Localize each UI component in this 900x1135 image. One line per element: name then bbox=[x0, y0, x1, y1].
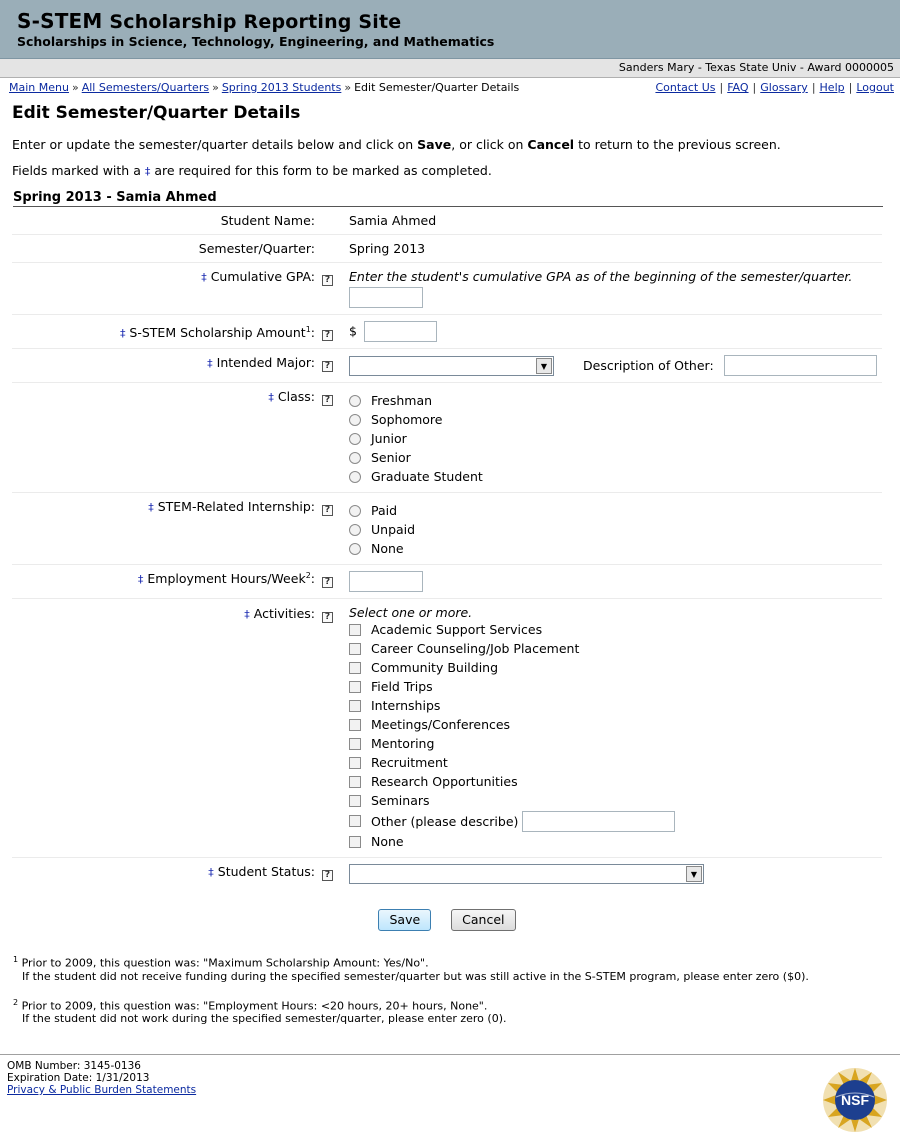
checkbox[interactable] bbox=[349, 757, 361, 769]
contact-us-link[interactable]: Contact Us bbox=[655, 81, 716, 94]
option-label: Sophomore bbox=[371, 412, 443, 427]
checkbox[interactable] bbox=[349, 738, 361, 750]
main-content bbox=[0, 103, 900, 1025]
breadcrumb-all-semesters[interactable]: All Semesters/Quarters bbox=[81, 81, 210, 94]
footnote-text: If the student did not work during the specified semester/quarter, please enter zero (0). bbox=[22, 1012, 507, 1026]
option-label: None bbox=[371, 541, 404, 556]
option-label: Paid bbox=[371, 503, 398, 518]
checkbox[interactable] bbox=[349, 795, 361, 807]
class-option[interactable] bbox=[349, 429, 882, 448]
activity-option[interactable] bbox=[349, 810, 882, 832]
required-note-text: Fields marked with a bbox=[12, 163, 145, 178]
footnote-number: 1 bbox=[13, 955, 19, 964]
required-note bbox=[12, 163, 888, 179]
currency-symbol: $ bbox=[349, 323, 357, 339]
amount-label bbox=[12, 315, 315, 348]
save-button[interactable]: Save bbox=[378, 909, 431, 931]
student-status-select[interactable] bbox=[349, 864, 704, 884]
amount-row bbox=[12, 315, 882, 349]
activity-option[interactable] bbox=[349, 772, 882, 791]
checkbox[interactable] bbox=[349, 662, 361, 674]
option-label: Seminars bbox=[371, 793, 430, 808]
option-label: Internships bbox=[371, 698, 441, 713]
major-row bbox=[12, 349, 882, 383]
top-links bbox=[655, 81, 894, 98]
intro-text: , or click on bbox=[451, 137, 528, 152]
option-label: Community Building bbox=[371, 660, 499, 675]
option-label: Junior bbox=[371, 431, 407, 446]
footnote-text: Prior to 2009, this question was: "Maximum Scholarship Amount: Yes/No". bbox=[21, 956, 429, 970]
cancel-button[interactable]: Cancel bbox=[451, 909, 515, 931]
logout-link[interactable]: Logout bbox=[856, 81, 894, 94]
site-title-rest: Scholarship Reporting Site bbox=[102, 11, 402, 33]
form-buttons bbox=[12, 890, 882, 931]
internship-row bbox=[12, 493, 882, 565]
major-label bbox=[12, 349, 315, 382]
option-label: None bbox=[371, 834, 404, 849]
scholarship-amount-input[interactable] bbox=[364, 321, 437, 342]
major-label-text: Intended Major: bbox=[216, 355, 315, 370]
option-label: Field Trips bbox=[371, 679, 433, 694]
footnote-text: If the student did not receive funding during the specified semester/quarter but was still active in the S-STEM program, please enter zero ($0). bbox=[22, 969, 809, 983]
help-link[interactable]: Help bbox=[819, 81, 845, 94]
employment-label bbox=[12, 565, 315, 598]
activity-option[interactable] bbox=[349, 753, 882, 772]
gpa-input[interactable] bbox=[349, 287, 423, 308]
radio-button[interactable] bbox=[349, 414, 361, 426]
radio-button[interactable] bbox=[349, 524, 361, 536]
checkbox[interactable] bbox=[349, 624, 361, 636]
footnote-1 bbox=[13, 953, 888, 983]
radio-button[interactable] bbox=[349, 433, 361, 445]
class-label bbox=[12, 383, 315, 492]
expiration-date: Expiration Date: 1/31/2013 bbox=[7, 1072, 150, 1084]
student-name-value: Samia Ahmed bbox=[349, 213, 437, 228]
intro-text: Enter or update the semester/quarter details below and click on bbox=[12, 137, 418, 152]
checkbox[interactable] bbox=[349, 700, 361, 712]
omb-number: OMB Number: 3145-0136 bbox=[7, 1060, 141, 1072]
required-marker: ‡ bbox=[268, 391, 274, 404]
student-status-label-text: Student Status: bbox=[217, 864, 315, 879]
link-divider: | bbox=[719, 81, 724, 94]
required-marker: ‡ bbox=[208, 866, 214, 879]
option-label: Research Opportunities bbox=[371, 774, 518, 789]
radio-button[interactable] bbox=[349, 543, 361, 555]
page-footer bbox=[0, 1054, 900, 1135]
link-divider: | bbox=[752, 81, 757, 94]
required-marker: ‡ bbox=[244, 608, 250, 621]
activity-option[interactable] bbox=[349, 658, 882, 677]
student-status-row bbox=[12, 858, 882, 890]
site-title-prefix: S-STEM bbox=[17, 9, 103, 33]
footnote-2 bbox=[13, 996, 888, 1026]
user-info-text: Sanders Mary - Texas State Univ - Award 0000005 bbox=[618, 61, 894, 74]
checkbox[interactable] bbox=[349, 681, 361, 693]
internship-label-text: STEM-Related Internship: bbox=[157, 499, 315, 514]
link-divider: | bbox=[848, 81, 853, 94]
checkbox[interactable] bbox=[349, 836, 361, 848]
intro-cancel-word: Cancel bbox=[527, 137, 575, 152]
radio-button[interactable] bbox=[349, 452, 361, 464]
help-icon[interactable]: ? bbox=[322, 505, 333, 516]
label-colon: : bbox=[310, 325, 315, 341]
option-label: Senior bbox=[371, 450, 411, 465]
radio-button[interactable] bbox=[349, 471, 361, 483]
intended-major-select[interactable] bbox=[349, 356, 554, 376]
required-marker: ‡ bbox=[119, 327, 126, 341]
help-icon[interactable]: ? bbox=[322, 275, 333, 286]
footnote-ref: 2 bbox=[305, 571, 311, 580]
activity-option[interactable] bbox=[349, 620, 882, 639]
help-icon[interactable]: ? bbox=[322, 395, 333, 406]
required-marker: ‡ bbox=[148, 501, 154, 514]
breadcrumb-separator: » bbox=[344, 81, 352, 94]
internship-label bbox=[12, 493, 315, 564]
activities-row bbox=[12, 599, 882, 858]
help-icon[interactable]: ? bbox=[322, 870, 333, 881]
footnote-number: 2 bbox=[13, 997, 19, 1007]
breadcrumb-main-menu[interactable]: Main Menu bbox=[9, 81, 69, 94]
amount-label-text: S-STEM Scholarship Amount bbox=[129, 325, 306, 341]
activities-hint: Select one or more. bbox=[349, 605, 473, 620]
option-label: Career Counseling/Job Placement bbox=[371, 641, 580, 656]
link-divider: | bbox=[811, 81, 816, 94]
employment-row bbox=[12, 565, 882, 599]
activities-options bbox=[337, 599, 882, 857]
breadcrumb-current: Edit Semester/Quarter Details bbox=[354, 81, 520, 94]
required-marker: ‡ bbox=[201, 271, 207, 284]
activity-option[interactable] bbox=[349, 832, 882, 851]
employment-label-text: Employment Hours/Week bbox=[147, 571, 306, 587]
other-description-label: Description of Other: bbox=[583, 358, 714, 373]
option-label: Recruitment bbox=[371, 755, 448, 770]
glossary-link[interactable]: Glossary bbox=[760, 81, 808, 94]
breadcrumb bbox=[9, 81, 519, 98]
internship-options bbox=[337, 493, 882, 564]
help-icon[interactable]: ? bbox=[322, 361, 333, 372]
class-options bbox=[337, 383, 882, 492]
activity-option[interactable] bbox=[349, 734, 882, 753]
activity-option[interactable] bbox=[349, 696, 882, 715]
section-title: Spring 2013 - Samia Ahmed bbox=[13, 190, 883, 207]
option-label: Freshman bbox=[371, 393, 433, 408]
other-description-input[interactable] bbox=[724, 355, 877, 376]
employment-hours-input[interactable] bbox=[349, 571, 423, 592]
option-label: Unpaid bbox=[371, 522, 416, 537]
option-label: Meetings/Conferences bbox=[371, 717, 511, 732]
activity-option[interactable] bbox=[349, 639, 882, 658]
class-option[interactable] bbox=[349, 467, 882, 486]
internship-option[interactable] bbox=[349, 501, 882, 520]
page-title: Edit Semester/Quarter Details bbox=[12, 103, 301, 123]
activity-option[interactable] bbox=[349, 715, 882, 734]
student-status-value bbox=[350, 865, 354, 880]
label-colon: : bbox=[310, 571, 315, 587]
class-option[interactable] bbox=[349, 448, 882, 467]
activities-label-text: Activities: bbox=[253, 606, 315, 621]
student-name-row bbox=[12, 207, 882, 235]
intro-text: to return to the previous screen. bbox=[574, 137, 781, 152]
faq-link[interactable]: FAQ bbox=[727, 81, 749, 94]
breadcrumb-separator: » bbox=[71, 81, 79, 94]
gpa-hint: Enter the student's cumulative GPA as of the beginning of the semester/quarter. bbox=[349, 269, 853, 284]
site-banner bbox=[0, 0, 900, 59]
activities-label bbox=[12, 599, 315, 857]
class-row bbox=[12, 383, 882, 493]
help-icon[interactable]: ? bbox=[322, 330, 333, 341]
gpa-label-text: Cumulative GPA: bbox=[210, 269, 315, 284]
gpa-row bbox=[12, 263, 882, 315]
radio-button[interactable] bbox=[349, 505, 361, 517]
footnote-text: Prior to 2009, this question was: "Employment Hours: <20 hours, 20+ hours, None". bbox=[21, 999, 488, 1013]
help-icon[interactable]: ? bbox=[322, 612, 333, 623]
required-marker: ‡ bbox=[137, 573, 144, 587]
chevron-down-icon[interactable]: ▼ bbox=[536, 358, 552, 374]
internship-option[interactable] bbox=[349, 520, 882, 539]
student-status-label bbox=[12, 858, 315, 890]
intro-instructions bbox=[12, 137, 888, 152]
chevron-down-icon[interactable]: ▼ bbox=[686, 866, 702, 882]
class-option[interactable] bbox=[349, 391, 882, 410]
privacy-link[interactable]: Privacy & Public Burden Statements bbox=[7, 1084, 197, 1096]
student-name-label: Student Name: bbox=[220, 213, 315, 228]
radio-button[interactable] bbox=[349, 395, 361, 407]
class-option[interactable] bbox=[349, 410, 882, 429]
activities-other-input[interactable] bbox=[522, 811, 675, 832]
site-title bbox=[17, 9, 900, 34]
breadcrumb-spring-students[interactable]: Spring 2013 Students bbox=[221, 81, 342, 94]
checkbox[interactable] bbox=[349, 643, 361, 655]
footnotes bbox=[12, 953, 888, 1025]
internship-option[interactable] bbox=[349, 539, 882, 558]
activity-option[interactable] bbox=[349, 677, 882, 696]
option-label: Academic Support Services bbox=[371, 622, 543, 637]
checkbox[interactable] bbox=[349, 776, 361, 788]
checkbox[interactable] bbox=[349, 815, 361, 827]
activity-option[interactable] bbox=[349, 791, 882, 810]
footnote-ref: 1 bbox=[305, 325, 311, 334]
option-label: Other (please describe) bbox=[371, 813, 519, 829]
nsf-logo bbox=[822, 1067, 888, 1133]
help-icon[interactable]: ? bbox=[322, 577, 333, 588]
site-subtitle: Scholarships in Science, Technology, Engineering, and Mathematics bbox=[17, 34, 495, 49]
navigation-bar bbox=[0, 78, 900, 98]
required-note-text: are required for this form to be marked as completed. bbox=[150, 163, 492, 178]
semester-value: Spring 2013 bbox=[349, 241, 426, 256]
checkbox[interactable] bbox=[349, 719, 361, 731]
gpa-label bbox=[12, 263, 315, 314]
required-marker: ‡ bbox=[144, 165, 151, 178]
class-label-text: Class: bbox=[277, 389, 315, 404]
intro-save-word: Save bbox=[417, 137, 452, 152]
required-marker: ‡ bbox=[207, 357, 213, 370]
user-info-bar bbox=[0, 59, 900, 78]
option-label: Mentoring bbox=[371, 736, 435, 751]
intended-major-value bbox=[350, 357, 354, 372]
breadcrumb-separator: » bbox=[212, 81, 219, 94]
nsf-logo-text: NSF bbox=[841, 1092, 869, 1108]
semester-row bbox=[12, 235, 882, 263]
semester-label: Semester/Quarter: bbox=[198, 241, 315, 256]
option-label: Graduate Student bbox=[371, 469, 483, 484]
